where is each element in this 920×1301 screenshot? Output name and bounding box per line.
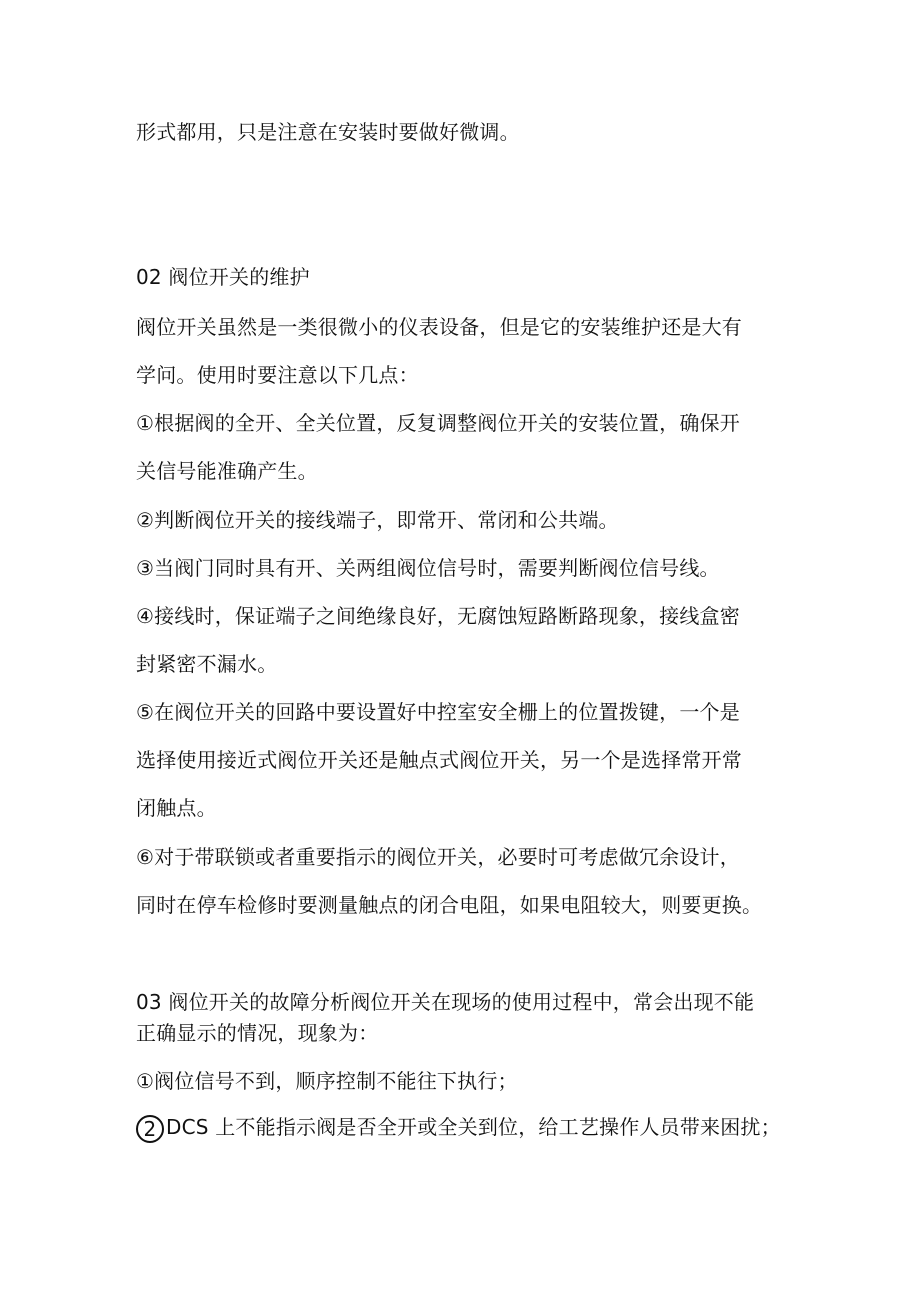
paragraph-line: 阀位开关虽然是一类很微小的仪表设备，但是它的安装维护还是大有 xyxy=(136,315,742,339)
list-item: ⑥对于带联锁或者重要指示的阀位开关，必要时可考虑做冗余设计， xyxy=(136,845,740,869)
list-item: ⑤在阀位开关的回路中要设置好中控室安全栅上的位置拨键，一个是 xyxy=(136,700,740,724)
list-item xyxy=(136,1113,781,1143)
list-item: ③当阀门同时具有开、关两组阀位信号时，需要判断阀位信号线。 xyxy=(136,556,720,580)
paragraph-line: 学问。使用时要注意以下几点： xyxy=(136,363,419,387)
list-item: ①阀位信号不到，顺序控制不能往下执行； xyxy=(136,1069,518,1093)
list-item-continuation: 同时在停车检修时要测量触点的闭合电阻，如果电阻较大，则要更换。 xyxy=(136,893,763,917)
list-item-continuation: 关信号能准确产生。 xyxy=(136,459,318,483)
list-item-continuation: 封紧密不漏水。 xyxy=(136,652,278,676)
section-heading: 03 阀位开关的故障分析阀位开关在现场的使用过程中，常会出现不能 xyxy=(136,990,755,1014)
list-item-continuation: 选择使用接近式阀位开关还是触点式阀位开关，另一个是选择常开常 xyxy=(136,748,742,772)
paragraph-line: 形式都用，只是注意在安装时要做好微调。 xyxy=(136,120,520,144)
list-item: ④接线时，保证端子之间绝缘良好，无腐蚀短路断路现象，接线盒密 xyxy=(136,604,740,628)
list-item-continuation: 闭触点。 xyxy=(136,796,217,820)
list-item-text: DCS 上不能指示阀是否全开或全关到位，给工艺操作人员带来困扰； xyxy=(166,1115,781,1139)
section-heading-continuation: 正确显示的情况，现象为： xyxy=(136,1021,379,1045)
circled-number: 2 xyxy=(136,1115,164,1143)
list-item: ①根据阀的全开、全关位置，反复调整阀位开关的安装位置，确保开 xyxy=(136,411,740,435)
list-item: ②判断阀位开关的接线端子，即常开、常闭和公共端。 xyxy=(136,508,619,532)
section-heading: 02 阀位开关的维护 xyxy=(136,265,310,289)
